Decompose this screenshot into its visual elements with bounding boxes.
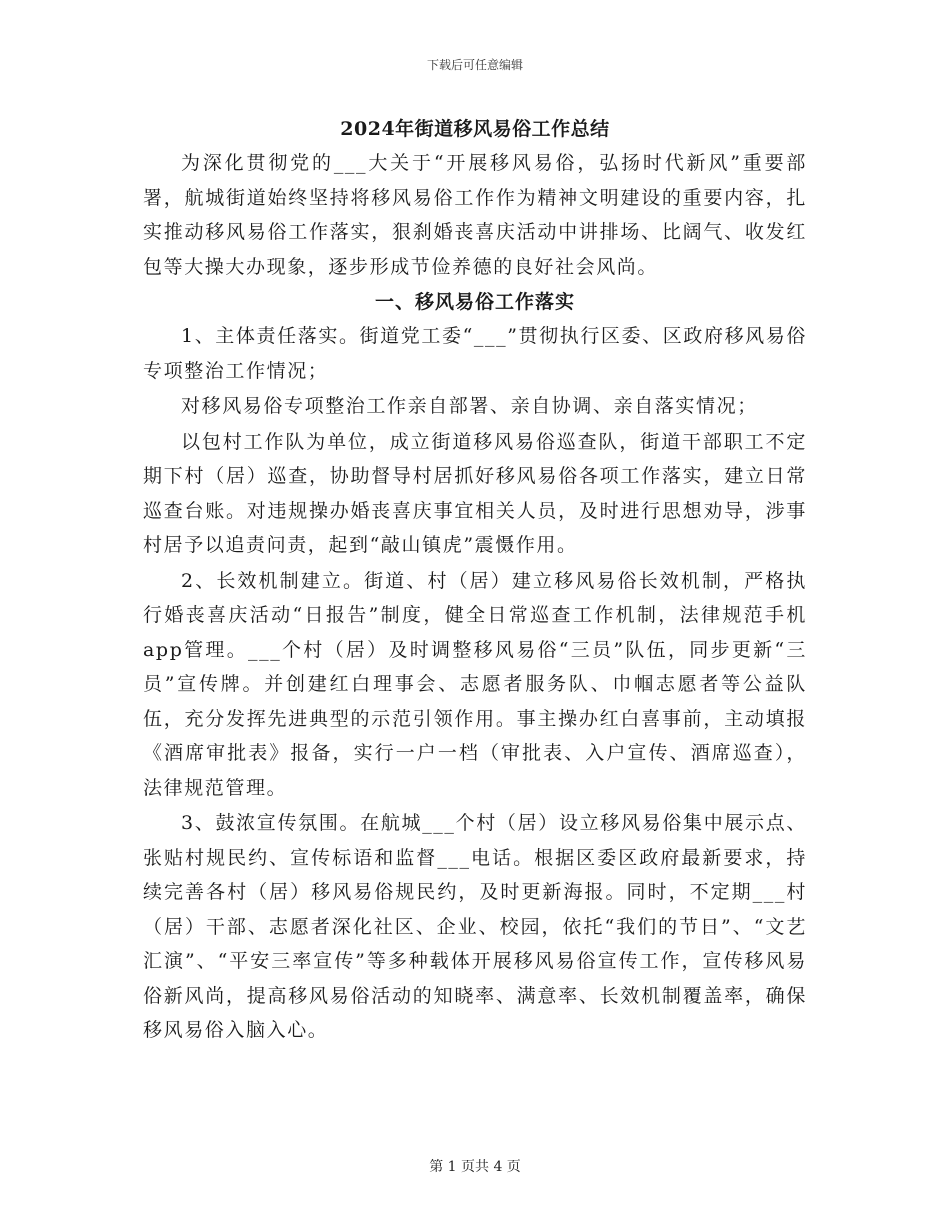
page-header-note: 下载后可任意编辑	[426, 58, 523, 72]
paragraph-mechanism: 2、长效机制建立。街道、村（居）建立移风易俗长效机制，严格执行婚丧喜庆活动“日报告”制度，健全日常巡查工作机制，法律规范手机app管理。___个村（居）及时调整移风易俗“三员”队伍，同步更新“三员”宣传牌。并创建红白理事会、志愿者服务队、巾帼志愿者等公益队伍，充分发挥先进典型的示范引领作用。事主操办红白喜事前，主动填报《酒席审批表》报备，实行一户一档（审批表、入户宣传、酒席巡查），法律规范管理。	[143, 569, 807, 799]
intro-paragraph: 为深化贯彻党的___大关于“开展移风易俗，弘扬时代新风”重要部署，航城街道始终坚持将移风易俗工作作为精神文明建设的重要内容，扎实推动移风易俗工作落实，狠刹婚丧喜庆活动中讲排场、比阔气、收发红包等大操大办现象，逐步形成节俭养德的良好社会风尚。	[143, 152, 807, 278]
page-footer-number: 第 1 页共 4 页	[429, 1159, 521, 1175]
paragraph-responsibility: 1、主体责任落实。街道党工委“___”贯彻执行区委、区政府移风易俗专项整治工作情况；	[143, 325, 807, 382]
document-body	[143, 112, 807, 1049]
document-title: 2024年街道移风易俗工作总结	[340, 118, 610, 140]
paragraph-deployment: 对移风易俗专项整治工作亲自部署、亲自协调、亲自落实情况；	[181, 395, 758, 417]
section-heading: 一、移风易俗工作落实	[374, 291, 575, 313]
paragraph-publicity: 3、鼓浓宣传氛围。在航城___个村（居）设立移风易俗集中展示点、张贴村规民约、宣传标语和监督___电话。根据区委区政府最新要求，持续完善各村（居）移风易俗规民约，及时更新海报。同时，不定期___村（居）干部、志愿者深化社区、企业、校园，依托“我们的节日”、“文艺汇演”、“平安三率宣传”等多种载体开展移风易俗宣传工作，宣传移风易俗新风尚，提高移风易俗活动的知晓率、满意率、长效机制覆盖率，确保移风易俗入脑入心。	[143, 812, 807, 1041]
paragraph-inspection: 以包村工作队为单位，成立街道移风易俗巡查队，街道干部职工不定期下村（居）巡查，协助督导村居抓好移风易俗各项工作落实，建立日常巡查台账。对违规操办婚丧喜庆事宜相关人员，及时进行思想劝导，涉事村居予以追责问责，起到“敲山镇虎”震慑作用。	[143, 430, 807, 556]
